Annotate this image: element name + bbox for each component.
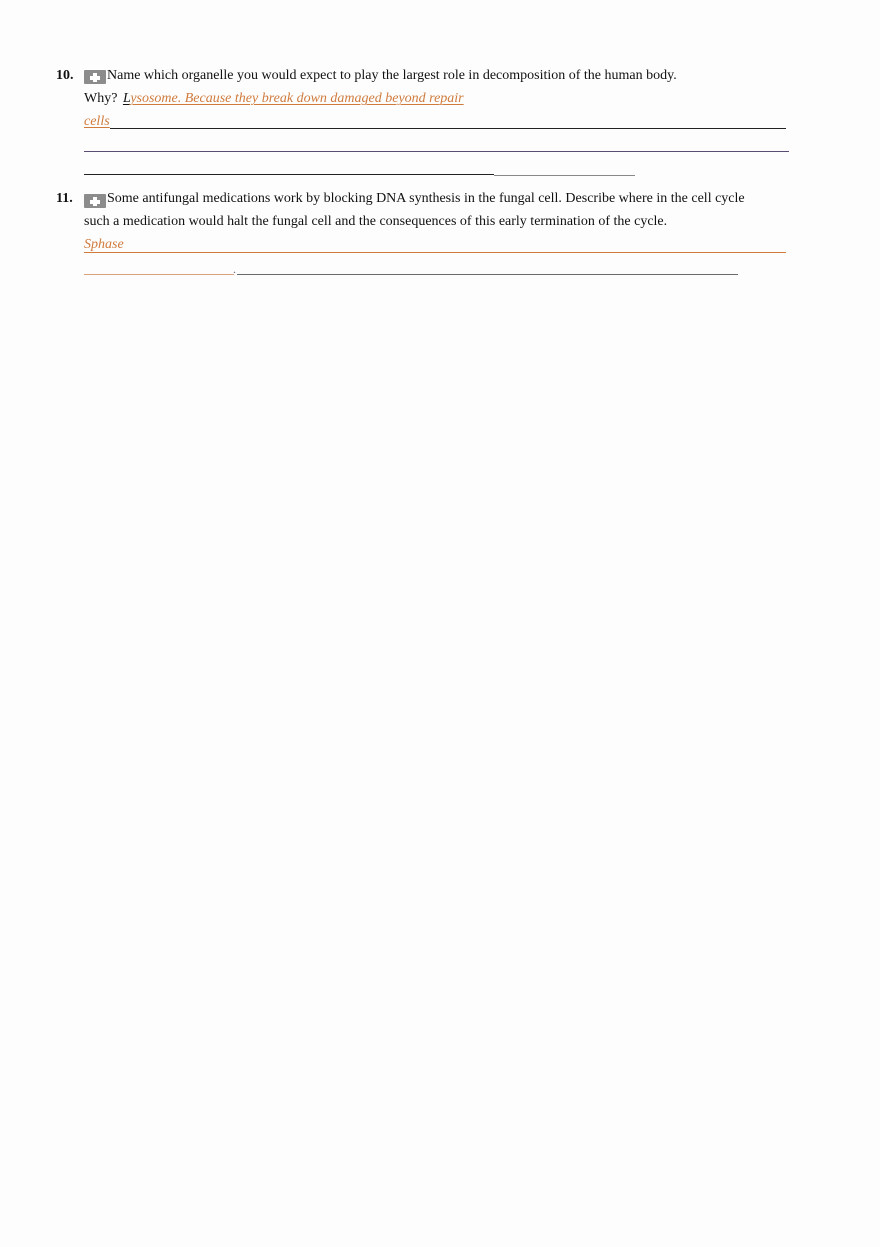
- answer-rule: [84, 151, 789, 152]
- answer-text-line2[interactable]: cells: [84, 114, 110, 129]
- answer-rule: [84, 252, 786, 253]
- answer-rule: [110, 128, 786, 129]
- answer-rule: [84, 274, 234, 275]
- question-prompt-line1: Some antifungal medications work by blocking DNA synthesis in the fungal cell. Describe where in the cell cycle: [107, 191, 745, 206]
- plus-icon[interactable]: [84, 194, 106, 208]
- answer-text[interactable]: Sphase: [84, 237, 124, 252]
- answer-line-1: [84, 90, 464, 108]
- answer-rule: [237, 274, 738, 275]
- question-number: 11.: [56, 191, 73, 206]
- answer-text-line1: ysosome. Because they break down damaged beyond repair: [130, 91, 464, 106]
- why-label: Why?: [84, 91, 118, 106]
- answer-rule: [84, 174, 494, 175]
- question-prompt-line2: such a medication would halt the fungal cell and the consequences of this early termination of the cycle.: [84, 214, 668, 229]
- answer-first-letter: L: [122, 91, 131, 106]
- answer-rule: [494, 175, 635, 176]
- plus-icon[interactable]: [84, 70, 106, 84]
- question-prompt: Name which organelle you would expect to play the largest role in decomposition of the human body.: [107, 68, 677, 83]
- trailing-period: .: [233, 262, 236, 276]
- question-number: 10.: [56, 68, 74, 83]
